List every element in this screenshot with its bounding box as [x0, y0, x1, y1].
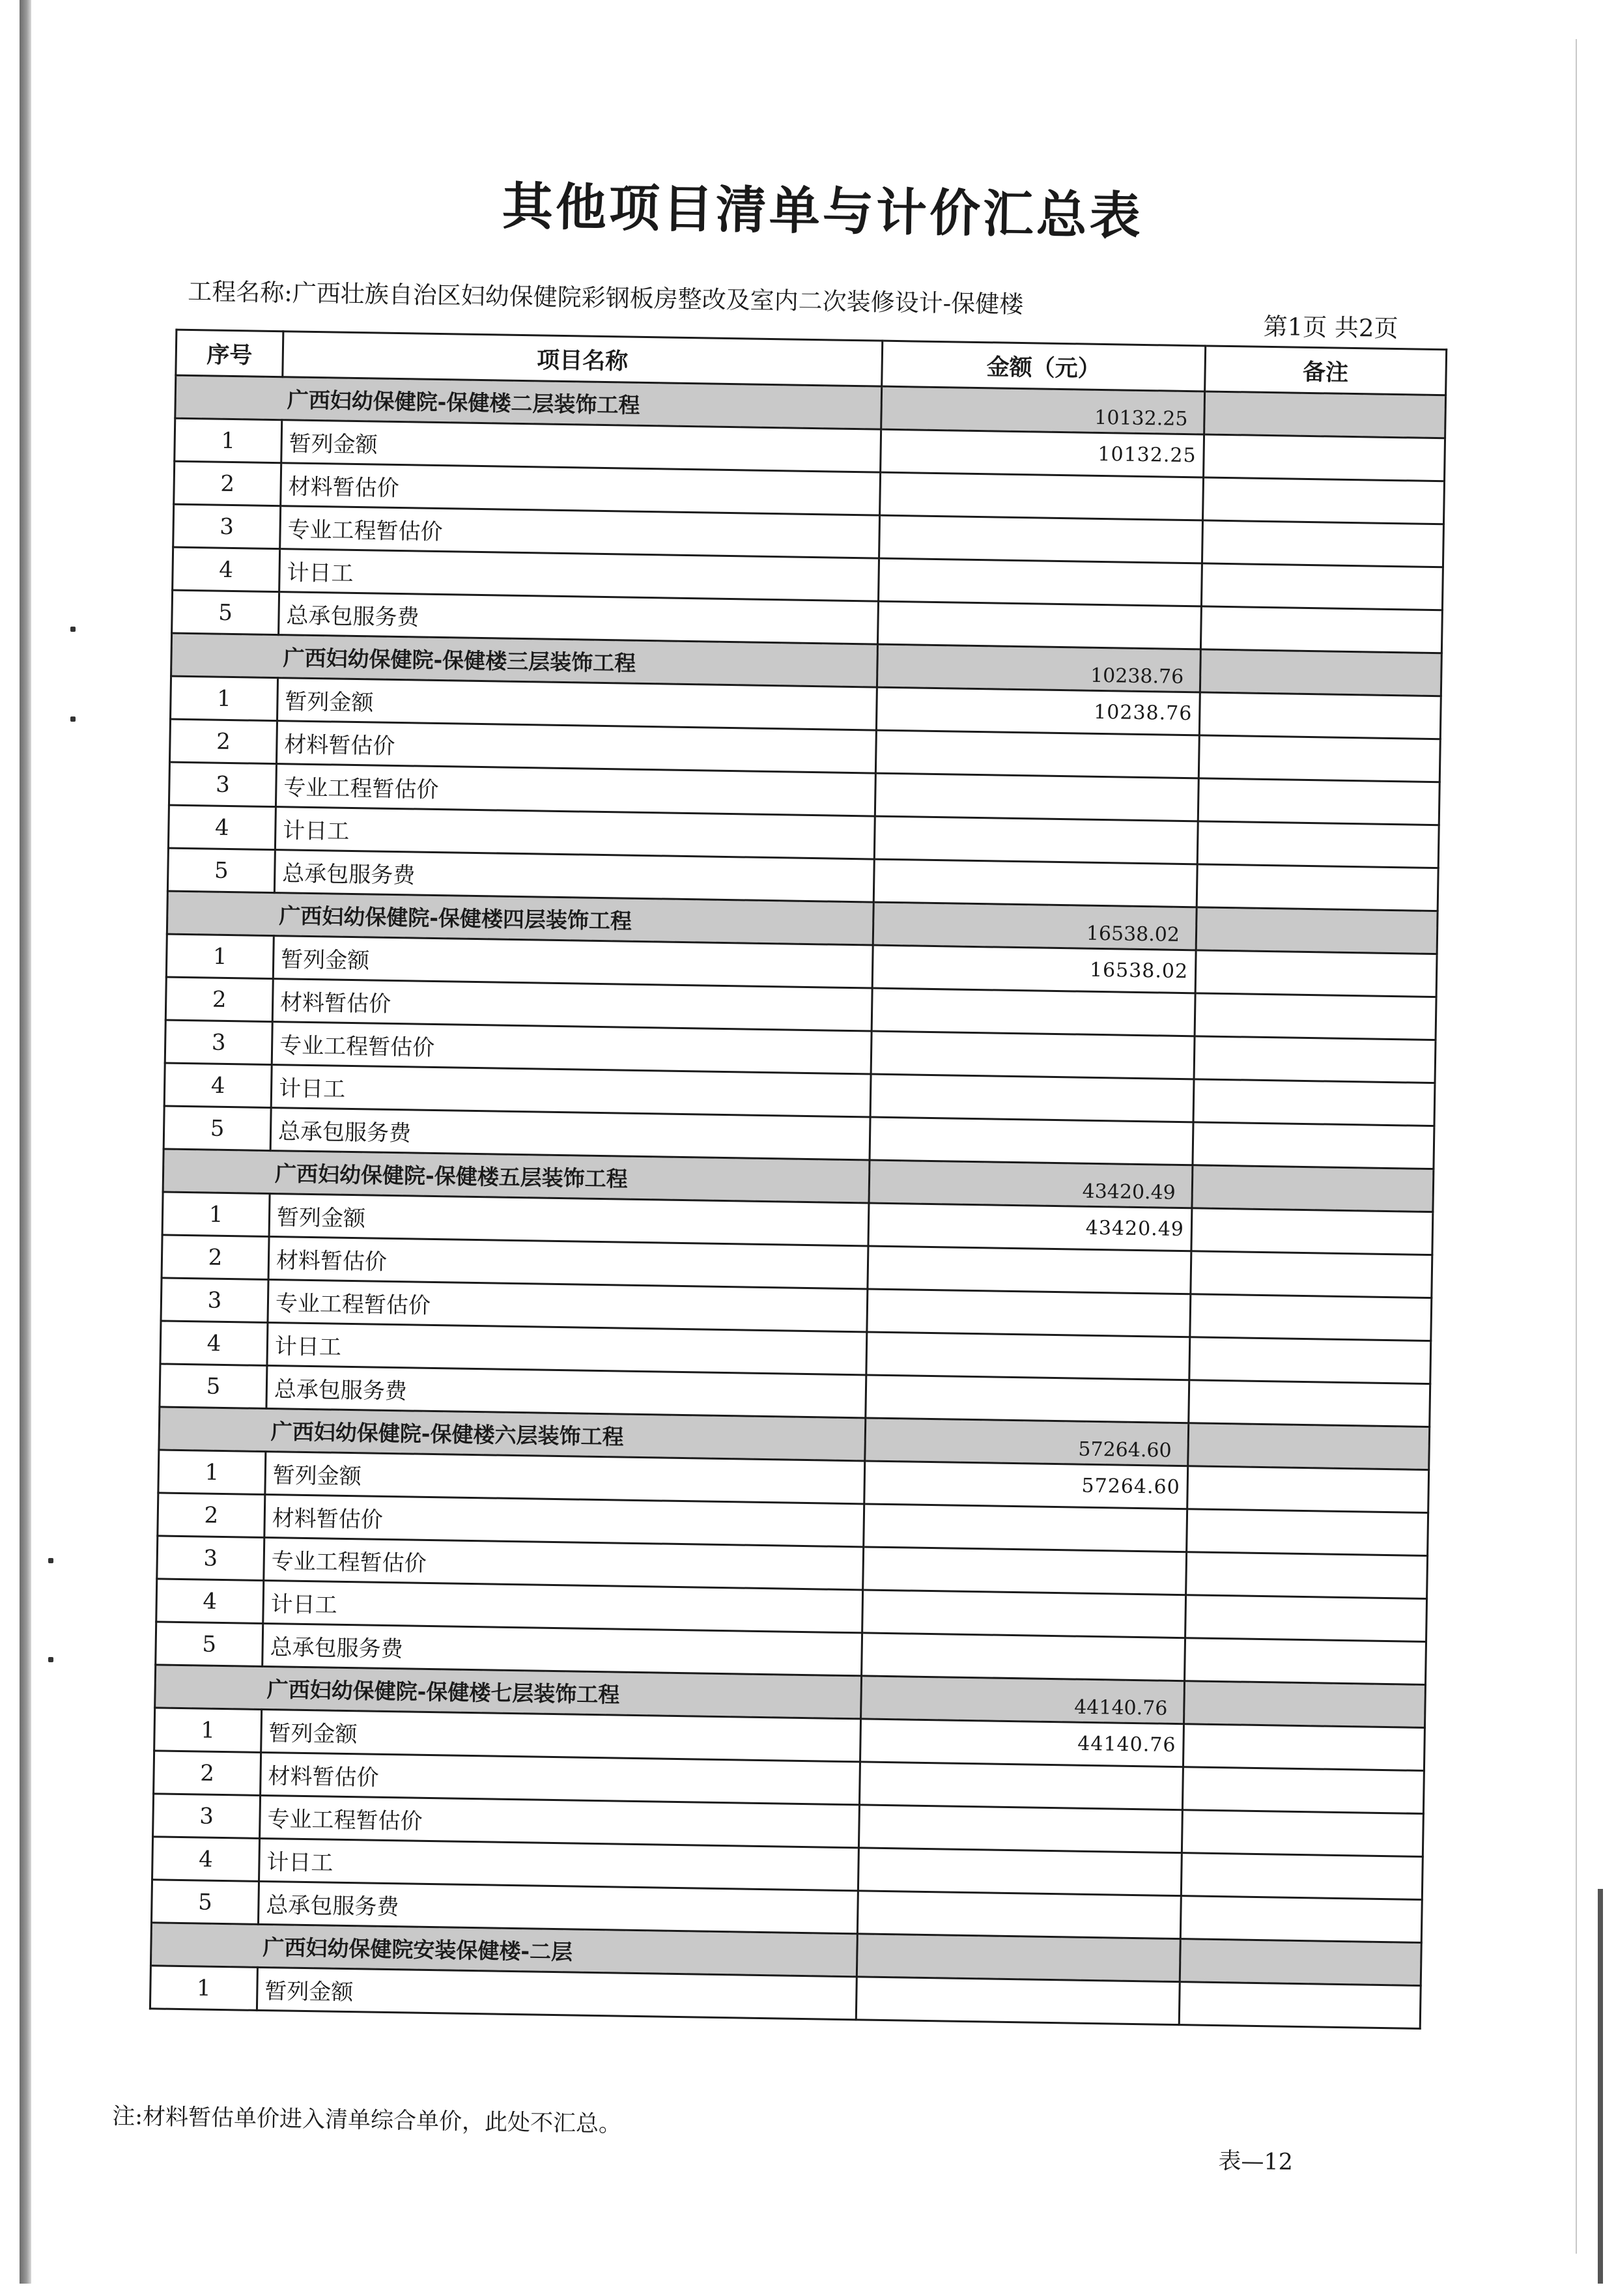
group-title: 广西妇幼保健院-保健楼六层装饰工程	[159, 1407, 866, 1461]
row-remark	[1181, 1853, 1423, 1900]
row-seq: 4	[156, 1579, 264, 1624]
group-title: 广西妇幼保健院-保健楼七层装饰工程	[155, 1665, 862, 1719]
row-item-name: 总承包服务费	[270, 1108, 870, 1160]
row-seq: 5	[156, 1622, 263, 1667]
group-amount: 16538.02	[873, 902, 1197, 950]
row-item-name: 计日工	[263, 1580, 863, 1632]
row-amount	[863, 1547, 1187, 1595]
group-title: 广西妇幼保健院安装保健楼-二层	[150, 1923, 857, 1977]
row-item-name: 材料暂估价	[264, 1494, 864, 1546]
row-amount	[866, 1332, 1190, 1380]
row-remark	[1197, 821, 1439, 868]
group-title: 广西妇幼保健院-保健楼五层装饰工程	[163, 1149, 870, 1203]
row-amount	[877, 601, 1201, 649]
row-amount	[858, 1848, 1182, 1896]
row-amount: 57264.60	[864, 1461, 1188, 1509]
row-amount	[871, 1031, 1195, 1079]
row-remark	[1187, 1509, 1428, 1556]
group-remark	[1204, 391, 1446, 438]
group-title: 广西妇幼保健院-保健楼四层装饰工程	[167, 891, 873, 945]
row-seq: 5	[160, 1364, 267, 1409]
row-amount	[872, 988, 1195, 1036]
header-name: 项目名称	[283, 332, 883, 386]
row-remark	[1198, 778, 1439, 825]
row-seq: 3	[165, 1020, 272, 1065]
header-remark: 备注	[1205, 346, 1447, 395]
row-seq: 3	[153, 1794, 261, 1839]
row-item-name: 材料暂估价	[276, 721, 876, 773]
group-remark	[1184, 1681, 1425, 1728]
row-seq: 1	[175, 418, 282, 463]
row-seq: 5	[163, 1106, 271, 1151]
row-seq: 4	[164, 1063, 272, 1108]
row-item-name: 专业工程暂估价	[280, 506, 880, 558]
row-item-name: 材料暂估价	[281, 463, 881, 515]
row-amount	[862, 1590, 1186, 1638]
group-remark	[1188, 1423, 1430, 1470]
header-seq: 序号	[176, 330, 283, 377]
row-item-name: 计日工	[275, 807, 875, 859]
row-amount	[858, 1805, 1182, 1853]
row-item-name: 计日工	[267, 1323, 867, 1375]
row-item-name: 材料暂估价	[261, 1752, 860, 1804]
row-amount: 10132.25	[881, 429, 1204, 477]
row-remark	[1193, 1079, 1435, 1126]
group-title: 广西妇幼保健院-保健楼三层装饰工程	[171, 633, 878, 687]
row-item-name: 专业工程暂估价	[272, 1022, 872, 1074]
row-amount: 10238.76	[876, 687, 1200, 735]
row-seq: 3	[173, 504, 281, 549]
row-amount	[875, 773, 1198, 821]
row-item-name: 计日工	[271, 1065, 871, 1117]
row-amount	[870, 1074, 1194, 1122]
row-remark	[1179, 1982, 1421, 2029]
row-item-name: 总承包服务费	[274, 850, 874, 902]
row-remark	[1180, 1896, 1422, 1943]
row-seq: 1	[171, 676, 278, 721]
row-remark	[1197, 864, 1438, 911]
row-remark	[1185, 1595, 1427, 1642]
row-remark	[1202, 520, 1443, 567]
row-remark	[1204, 434, 1445, 481]
row-remark	[1187, 1466, 1429, 1513]
row-amount	[873, 859, 1197, 907]
row-remark	[1203, 477, 1445, 524]
row-amount	[859, 1762, 1183, 1810]
row-seq: 4	[173, 547, 280, 592]
row-item-name: 专业工程暂估价	[268, 1280, 868, 1332]
row-seq: 4	[160, 1321, 268, 1366]
row-item-name: 计日工	[259, 1838, 859, 1890]
row-amount	[857, 1891, 1181, 1939]
row-seq: 2	[169, 719, 277, 764]
row-seq: 1	[150, 1966, 257, 2011]
row-item-name: 暂列金额	[261, 1709, 861, 1761]
group-remark	[1180, 1939, 1421, 1986]
row-remark	[1199, 692, 1441, 739]
row-item-name: 总承包服务费	[262, 1623, 862, 1675]
group-amount: 57264.60	[865, 1418, 1189, 1466]
row-item-name: 专业工程暂估价	[264, 1537, 864, 1589]
row-seq: 5	[167, 848, 275, 893]
row-item-name: 专业工程暂估价	[260, 1795, 860, 1847]
row-seq: 2	[158, 1493, 265, 1538]
group-title: 广西妇幼保健院-保健楼二层装饰工程	[175, 375, 882, 429]
group-remark	[1200, 649, 1441, 696]
row-amount	[874, 816, 1198, 864]
row-amount	[875, 730, 1199, 778]
row-remark	[1189, 1337, 1431, 1384]
row-seq: 3	[161, 1278, 268, 1323]
row-seq: 1	[166, 934, 274, 979]
group-remark	[1196, 907, 1438, 954]
row-amount	[868, 1246, 1191, 1294]
row-item-name: 暂列金额	[281, 420, 881, 472]
row-item-name: 总承包服务费	[279, 592, 879, 644]
row-remark	[1193, 1122, 1434, 1169]
row-remark	[1186, 1552, 1428, 1599]
row-remark	[1201, 563, 1443, 610]
row-seq: 3	[157, 1536, 264, 1581]
row-remark	[1182, 1767, 1424, 1814]
row-item-name: 暂列金额	[269, 1194, 869, 1246]
row-seq: 2	[162, 1235, 269, 1280]
row-item-name: 总承包服务费	[258, 1881, 858, 1933]
group-remark	[1192, 1165, 1434, 1212]
group-amount: 10238.76	[877, 644, 1200, 692]
row-item-name: 专业工程暂估价	[276, 764, 875, 816]
row-seq: 3	[169, 762, 276, 807]
row-seq: 5	[172, 590, 279, 635]
row-remark	[1200, 606, 1442, 653]
row-item-name: 总承包服务费	[266, 1366, 866, 1418]
row-seq: 2	[165, 977, 273, 1022]
row-amount	[879, 558, 1202, 606]
row-seq: 1	[162, 1192, 270, 1237]
group-amount	[857, 1934, 1180, 1982]
row-amount: 16538.02	[872, 945, 1196, 993]
row-item-name: 暂列金额	[257, 1967, 857, 2019]
row-seq: 1	[158, 1450, 266, 1495]
row-seq: 4	[168, 805, 276, 850]
row-amount	[870, 1117, 1193, 1165]
group-amount: 10132.25	[881, 386, 1205, 434]
row-seq: 5	[151, 1880, 259, 1925]
row-remark	[1183, 1724, 1425, 1771]
row-item-name: 暂列金额	[277, 678, 877, 730]
project-name: 工程名称:广西壮族自治区妇幼保健院彩钢板房整改及室内二次装修设计-保健楼	[188, 277, 1024, 319]
row-remark	[1195, 993, 1436, 1040]
page-info: 第1页 共2页	[1263, 312, 1398, 343]
footnote: 注:材料暂估单价进入清单综合单价，此处不汇总。	[112, 2103, 622, 2138]
document-title: 其他项目清单与计价汇总表	[502, 177, 1144, 246]
row-item-name: 材料暂估价	[272, 979, 872, 1031]
summary-table	[149, 329, 1447, 2030]
row-amount	[864, 1504, 1187, 1552]
row-remark	[1191, 1208, 1433, 1255]
row-amount	[866, 1375, 1189, 1423]
header-amount: 金额（元）	[882, 341, 1206, 391]
row-remark	[1198, 735, 1440, 782]
row-amount	[880, 472, 1204, 520]
group-amount: 43420.49	[869, 1160, 1193, 1208]
form-number: 表—12	[1218, 2148, 1294, 2176]
row-amount: 43420.49	[868, 1203, 1192, 1251]
row-remark	[1195, 950, 1437, 997]
row-amount	[862, 1633, 1185, 1681]
row-seq: 2	[174, 461, 281, 506]
table-body	[150, 375, 1445, 2028]
row-item-name: 计日工	[279, 549, 879, 601]
row-item-name: 暂列金额	[273, 936, 873, 988]
row-seq: 1	[154, 1708, 262, 1753]
row-amount	[867, 1289, 1191, 1337]
row-amount	[879, 515, 1203, 563]
row-item-name: 材料暂估价	[268, 1237, 868, 1289]
row-amount	[856, 1977, 1180, 2025]
row-remark	[1191, 1251, 1432, 1298]
group-amount: 44140.76	[861, 1676, 1185, 1724]
row-seq: 2	[154, 1751, 261, 1796]
row-remark	[1194, 1036, 1436, 1083]
row-seq: 4	[152, 1837, 260, 1882]
row-amount: 44140.76	[860, 1719, 1184, 1767]
row-remark	[1185, 1638, 1426, 1685]
row-item-name: 暂列金额	[265, 1451, 865, 1503]
row-remark	[1189, 1380, 1430, 1427]
row-remark	[1182, 1810, 1423, 1857]
row-remark	[1190, 1294, 1432, 1341]
